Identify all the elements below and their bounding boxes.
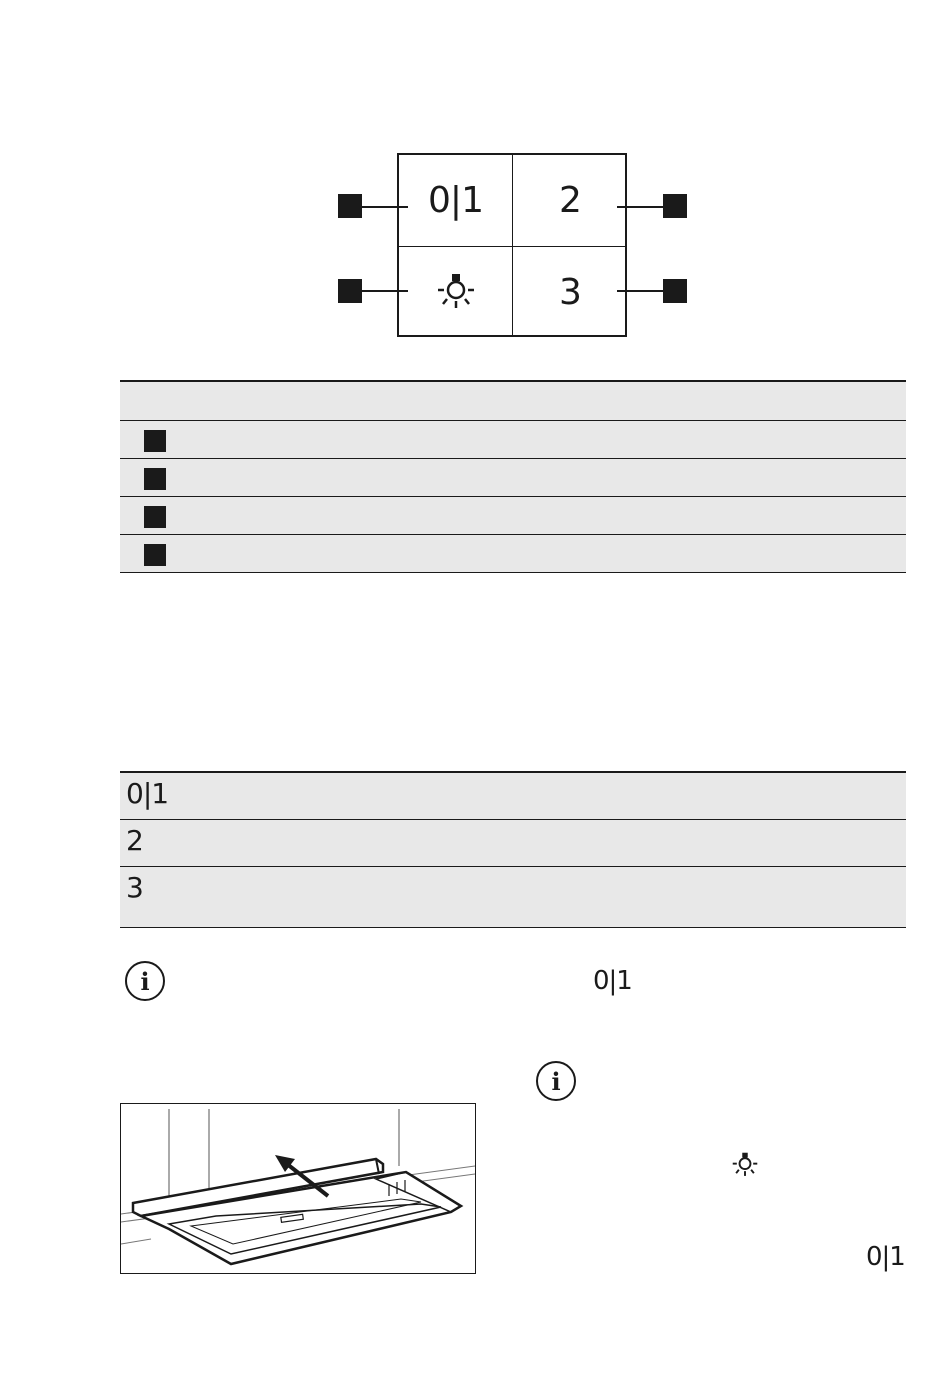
symbol-on-off: 0|1: [126, 777, 169, 810]
callout-marker-4: [663, 279, 687, 303]
light-bulb-icon: [730, 1150, 760, 1180]
symbol-speed-3: 3: [126, 871, 143, 904]
light-button[interactable]: [399, 247, 513, 337]
legend-table-header: [120, 382, 906, 421]
legend-row-3: [120, 497, 906, 535]
legend-marker-1: [144, 430, 166, 452]
note-2-on-off-symbol: 0|1: [866, 1242, 905, 1272]
callout-marker-2: [338, 279, 362, 303]
info-icon: i: [125, 961, 165, 1001]
hood-illustration: [120, 1103, 476, 1274]
hood-drawing: [121, 1104, 475, 1273]
light-bulb-icon: [434, 270, 478, 314]
fan-on-off-button[interactable]: [399, 155, 513, 247]
symbol-row-3: [120, 867, 906, 928]
legend-marker-4: [144, 544, 166, 566]
legend-table: [120, 380, 906, 573]
symbol-row-2: [120, 820, 906, 867]
legend-row-2: [120, 459, 906, 497]
control-panel-diagram: [397, 153, 627, 337]
legend-row-4: [120, 535, 906, 573]
legend-row-1: [120, 421, 906, 459]
speed-3-label: 3: [559, 271, 581, 313]
legend-marker-2: [144, 468, 166, 490]
info-icon: i: [536, 1061, 576, 1101]
note-1-on-off-symbol: 0|1: [593, 966, 632, 996]
symbol-table: [120, 771, 906, 928]
speed-2-label: 2: [559, 180, 581, 221]
fan-on-off-label: 0|1: [428, 180, 483, 221]
callout-line-4: [617, 290, 663, 292]
legend-marker-3: [144, 506, 166, 528]
symbol-row-1: [120, 773, 906, 820]
symbol-speed-2: 2: [126, 824, 143, 857]
speed-2-button[interactable]: [513, 155, 627, 247]
callout-marker-1: [338, 194, 362, 218]
callout-line-2: [362, 290, 408, 292]
speed-3-button[interactable]: [513, 247, 627, 337]
callout-line-3: [617, 206, 663, 208]
callout-line-1: [362, 206, 408, 208]
callout-marker-3: [663, 194, 687, 218]
